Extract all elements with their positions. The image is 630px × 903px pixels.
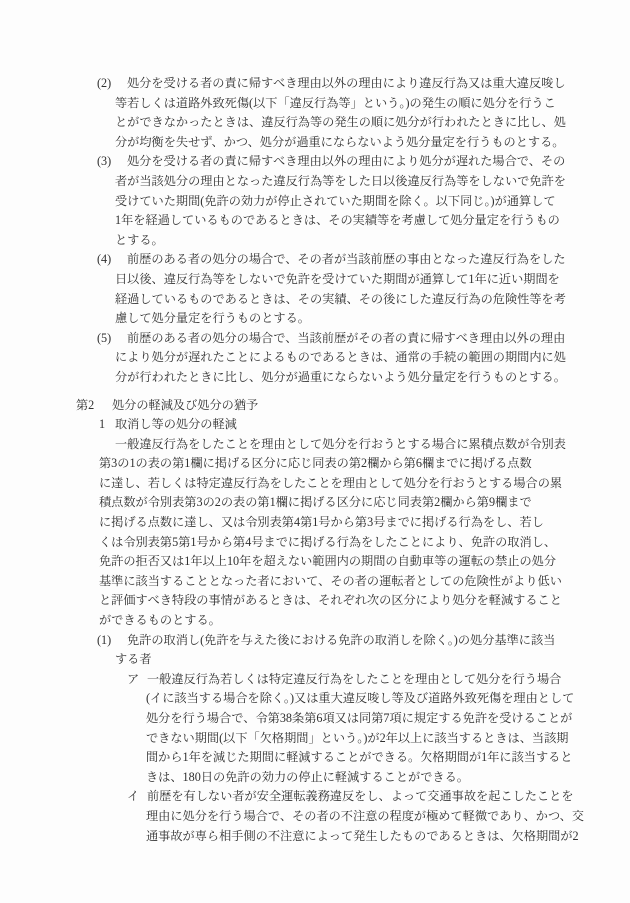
numbered-item-4 bbox=[0, 250, 630, 328]
numbered-item-2 bbox=[0, 74, 630, 152]
text-line: 間から1年を減じた期間に軽減することができる。欠格期間が1年に該当すると bbox=[146, 750, 573, 765]
text-line: に達し、若しくは特定違反行為をしたことを理由として処分を行おうとする場合の累 bbox=[99, 475, 563, 490]
item-text bbox=[146, 787, 630, 846]
text-line: 基準に該当することとなった者において、その者の運転者としての危険性がより低い bbox=[99, 573, 562, 588]
item-text bbox=[115, 152, 630, 250]
text-line: とができなかったときは、違反行為等の発生の順に処分が行われたときに比し、処 bbox=[115, 115, 566, 130]
text-line: (イに該当する場合を除く。)又は重大違反唆し等及び道路外致死傷を理由として bbox=[146, 691, 575, 706]
numbered-item-1 bbox=[0, 631, 630, 670]
document-body bbox=[0, 74, 630, 846]
text-line: 一般違反行為若しくは特定違反行為をしたことを理由として処分を行う場合 bbox=[147, 671, 562, 686]
text-line: くは令別表第5第1号から第4号までに掲げる行為をしたことにより、免許の取消し、 bbox=[99, 534, 557, 549]
text-line: ができるものとする。 bbox=[99, 613, 221, 628]
text-line: する者 bbox=[115, 652, 152, 667]
katakana-item-i bbox=[0, 787, 630, 846]
text-line: 理由に処分を行う場合で、その者の不注意の程度が極めて軽微であり、かつ、交 bbox=[146, 808, 585, 823]
subsection-heading bbox=[0, 415, 630, 435]
text-line: 前歴のある者の処分の場合で、その者が当該前歴の事由となった違反行為をした bbox=[127, 252, 566, 267]
item-marker: (5) bbox=[97, 330, 112, 345]
text-line: 通事故が専ら相手側の不注意によって発生したものであるときは、欠格期間が2 bbox=[146, 828, 579, 843]
item-marker: (1) bbox=[97, 632, 112, 647]
numbered-item-3 bbox=[0, 152, 630, 250]
intro-paragraph bbox=[0, 435, 630, 631]
text-line: 前歴のある者の処分の場合で、当該前歴がその者の責に帰すべき理由以外の理由 bbox=[127, 330, 566, 345]
text-line: に掲げる点数に達し、又は令別表第4第1号から第3号までに掲げる行為をし、若し bbox=[99, 515, 544, 530]
item-marker: (2) bbox=[97, 76, 112, 90]
text-line: 慮して処分量定を行うものとする。 bbox=[115, 311, 310, 326]
item-marker: イ bbox=[127, 789, 140, 804]
item-text bbox=[115, 74, 630, 152]
section-heading bbox=[0, 396, 630, 416]
item-text bbox=[146, 670, 630, 788]
text-line: 日以後、違反行為等をしないで免許を受けていた期間が通算して1年に近い期間を bbox=[115, 271, 560, 286]
text-line: 第3の1の表の第1欄に掲げる区分に応じ同表の第2欄から第6欄までに掲げる点数 bbox=[99, 456, 532, 471]
text-line: 一般違反行為をしたことを理由として処分を行おうとする場合に累積点数が令別表 bbox=[115, 436, 566, 451]
paragraph-text bbox=[99, 435, 630, 631]
text-line: 経過しているものであるときは、その実績、その後にした違反行為の危険性等を考 bbox=[115, 291, 566, 306]
text-line: により処分が遅れたことによるものであるときは、通常の手続の範囲の期間内に処 bbox=[115, 350, 566, 365]
text-line: 積点数が令別表第3の2の表の第1欄に掲げる区分に応じ同表第2欄から第9欄まで bbox=[99, 495, 532, 510]
section-marker: 第2 bbox=[76, 397, 95, 412]
text-line: とする。 bbox=[115, 232, 164, 247]
item-marker: ア bbox=[127, 671, 140, 686]
section-title: 処分の軽減及び処分の猶予 bbox=[112, 397, 259, 412]
text-line: 者が当該処分の理由となった違反行為等をした日以後違反行為等をしないで免許を bbox=[115, 173, 566, 188]
item-text bbox=[115, 631, 630, 670]
text-line: 等若しくは道路外致死傷(以下「違反行為等」という。)の発生の順に処分を行うこ bbox=[115, 95, 556, 110]
text-line: 処分を受ける者の責に帰すべき理由以外の理由により違反行為又は重大違反唆し bbox=[127, 76, 566, 90]
text-line: できない期間(以下「欠格期間」という。)が2年以上に該当するときは、当該期 bbox=[146, 730, 569, 745]
item-text bbox=[115, 329, 630, 388]
text-line: と評価すべき特段の事情があるときは、それぞれ次の区分により処分を軽減すること bbox=[99, 593, 562, 608]
text-line: 免許の拒否又は1年以上10年を超えない範囲内の期間の自動車等の運転の禁止の処分 bbox=[99, 554, 557, 569]
text-line: 分が行われたときに比し、処分が過重にならないよう処分量定を行うものとする。 bbox=[115, 369, 566, 384]
text-line: 分が均衡を失せず、かつ、処分が過重にならないよう処分量定を行うものとする。 bbox=[115, 134, 565, 149]
text-line: 処分を受ける者の責に帰すべき理由以外の理由により処分が遅れた場合で、その bbox=[127, 154, 566, 169]
text-line: 受けていた期間(免許の効力が停止されていた期間を除く。以下同じ。)が通算して bbox=[115, 193, 556, 208]
text-line: 1年を経過しているものであるときは、その実績等を考慮して処分量定を行うもの bbox=[115, 213, 560, 228]
text-line: 処分を行う場合で、令第38条第6項又は同第7項に規定する免許を受けることが bbox=[146, 711, 573, 725]
subsection-marker: 1 bbox=[99, 417, 106, 432]
katakana-item-a bbox=[0, 670, 630, 788]
subsection-title: 取消し等の処分の軽減 bbox=[115, 417, 237, 432]
item-text bbox=[115, 250, 630, 328]
text-line: 免許の取消し(免許を与えた後における免許の取消しを除く。)の処分基準に該当 bbox=[127, 632, 556, 647]
item-marker: (4) bbox=[97, 252, 112, 267]
numbered-item-5 bbox=[0, 329, 630, 388]
text-line: 前歴を有しない者が安全運転義務違反をし、よって交通事故を起こしたことを bbox=[147, 789, 574, 804]
item-marker: (3) bbox=[97, 154, 112, 169]
text-line: きは、180日の免許の効力の停止に軽減することができる。 bbox=[146, 769, 469, 784]
